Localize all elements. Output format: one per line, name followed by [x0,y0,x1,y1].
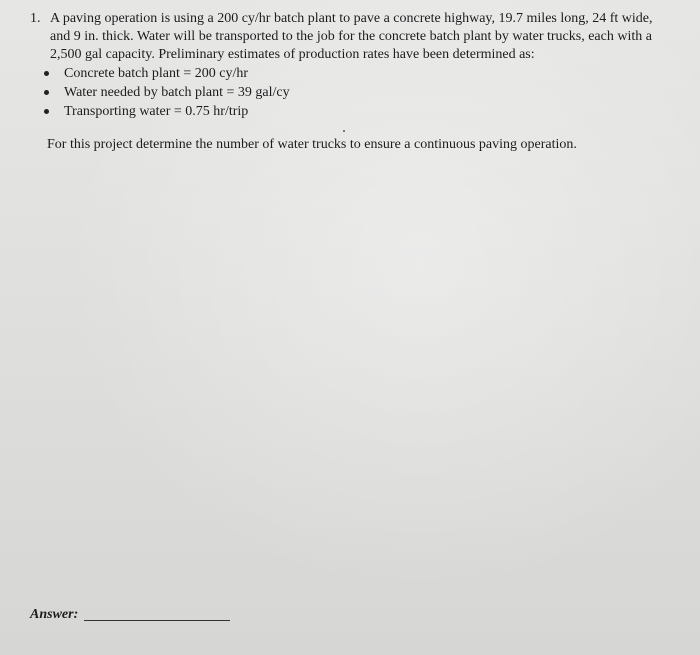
question-prompt: For this project determine the number of water trucks to ensure a continuous paving operation. [47,137,577,152]
answer-row [30,606,230,624]
estimate-transporting-water: Transporting water = 0.75 hr/trip [64,104,249,119]
list-item [44,102,290,121]
list-item [44,64,290,83]
answer-label: Answer: [30,607,79,622]
bullet-icon [44,71,49,76]
bullet-icon [44,90,49,95]
question-number: 1. [30,11,41,26]
bullet-icon [44,109,49,114]
answer-blank[interactable] [84,620,230,621]
estimate-water-needed: Water needed by batch plant = 39 gal/cy [64,85,290,100]
estimate-batch-plant: Concrete batch plant = 200 cy/hr [64,66,249,81]
production-estimates-list [44,64,290,121]
paper-speck [343,130,345,132]
list-item [44,83,290,102]
question-text: A paving operation is using a 200 cy/hr batch plant to pave a concrete highway, 19.7 miles long, 24 ft wide, and 9 in. thick. Water will be transported to the job for the concrete batch plant by water trucks, each with a 2,500 gal capacity. Preliminary estimates of production rates have been determined as: [50,11,653,62]
